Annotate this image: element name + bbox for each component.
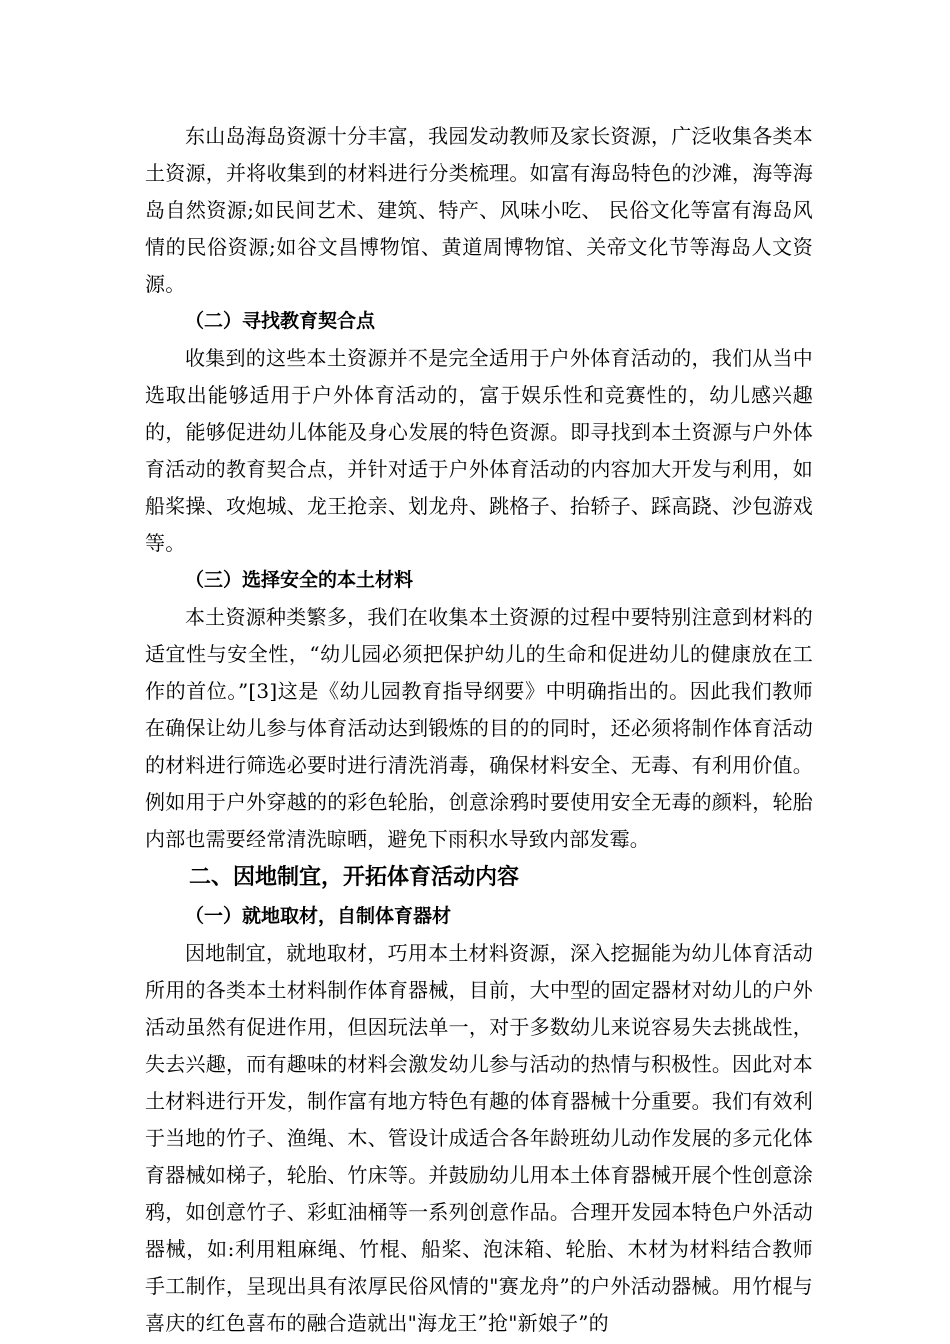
paragraph-resources: 东山岛海岛资源十分丰富，我园发动教师及家长资源，广泛收集各类本土资源，并将收集到的材料进行分类梳理。如富有海岛特色的沙滩，海等海岛自然资源;如民间艺术、建筑、特产、风味小吃、 民俗文化等富有海岛风情的民俗资源;如谷文昌博物馆、黄道周博物馆、关帝文化节等海岛人文资源。 [145,124,813,296]
paragraph-local-materials: 因地制宜，就地取材，巧用本土材料资源，深入挖掘能为幼儿体育活动所用的各类本土材料制作体育器械，目前，大中型的固定器材对幼儿的户外活动虽然有促进作用，但因玩法单一，对于多数幼儿来说容易失去挑战性，失去兴趣，而有趣味的材料会激发幼儿参与活动的热情与积极性。因此对本土材料进行开发，制作富有地方特色有趣的体育器械十分重要。我们有效利于当地的竹子、渔绳、木、管设计成适合各年龄班幼儿动作发展的多元化体育器械如梯子，轮胎、竹床等。并鼓励幼儿用本土体育器械开展个性创意涂鸦，如创意竹子、彩虹油桶等一系列创意作品。合理开发园本特色户外活动器械，如:利用粗麻绳、竹棍、船桨、泡沫箱、轮胎、木材为材料结合教师手工制作，呈现出具有浓厚民俗风情的"赛龙舟”的户外活动器械。用竹棍与喜庆的红色喜布的融合造就出"海龙王”抢"新娘子”的 [145,941,813,1335]
heading-safe-materials: （三）选择安全的本土材料 [185,569,414,591]
paragraph-fit-point: 收集到的这些本土资源并不是完全适用于户外体育活动的，我们从当中选取出能够适用于户外体育活动的，富于娱乐性和竞赛性的，幼儿感兴趣的，能够促进幼儿体能及身心发展的特色资源。即寻找到本土资源与户外体育活动的教育契合点，并针对适于户外体育活动的内容加大开发与利用，如船桨操、攻炮城、龙王抢亲、划龙舟、跳格子、抬轿子、踩高跷、沙包游戏等。 [145,346,813,555]
heading-local-materials: （一）就地取材，自制体育器材 [185,905,452,927]
paragraph-safe-materials: 本土资源种类繁多，我们在收集本土资源的过程中要特别注意到材料的适宜性与安全性，“幼儿园必须把保护幼儿的生命和促进幼儿的健康放在工作的首位。”[3]这是《幼儿园教育指导纲要》中明确指出的。因此我们教师在确保让幼儿参与体育活动达到锻炼的目的的同时，还必须将制作体育活动的材料进行筛选必要时进行清洗消毒，确保材料安全、无毒、有利用价值。例如用于户外穿越的的彩色轮胎，创意涂鸦时要使用安全无毒的颜料，轮胎内部也需要经常清洗晾晒，避免下雨积水导致内部发霉。 [145,605,813,851]
heading-find-fit-point: （二）寻找教育契合点 [185,310,376,332]
document-page [145,118,813,1342]
heading-section-two: 二、因地制宜，开拓体育活动内容 [189,865,520,890]
